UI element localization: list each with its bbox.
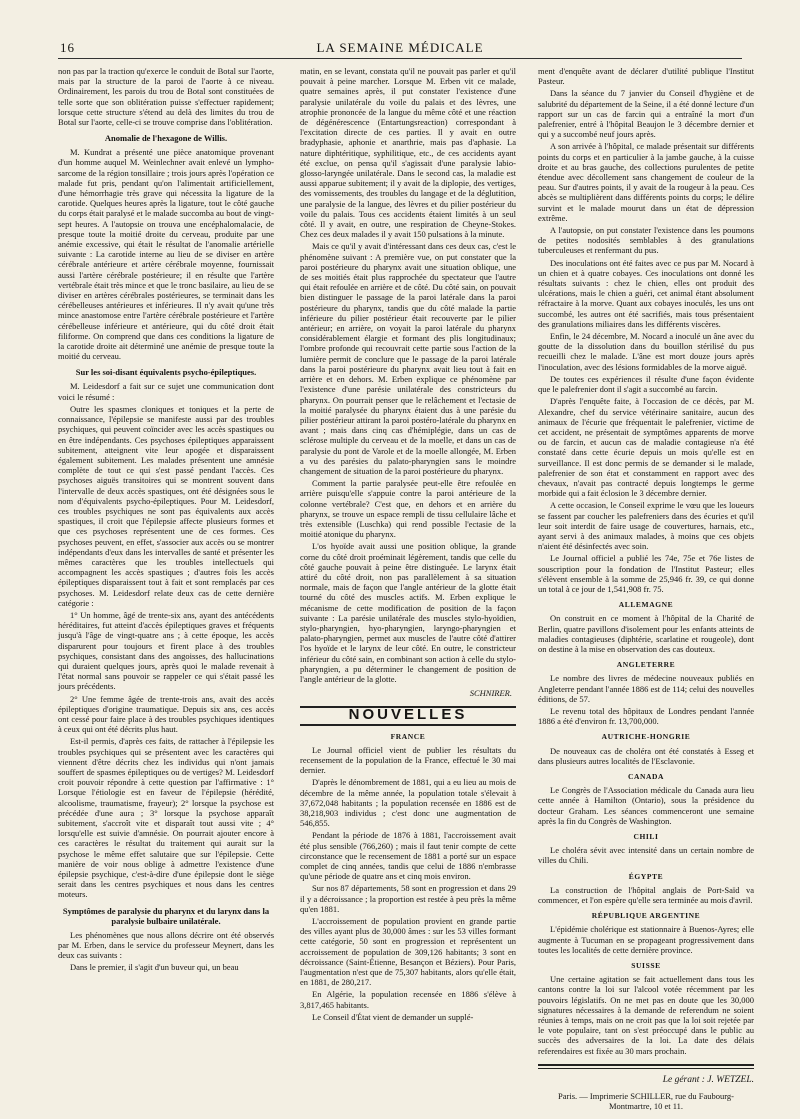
news-item: Le Conseil d'État vient de demander un supplé- bbox=[312, 1011, 474, 1022]
nouvelles-banner bbox=[300, 706, 516, 725]
column-middle bbox=[300, 66, 516, 1106]
paragraph: D'après le dénombrement de 1881, qui a eu lieu au mois de décembre de la même année, la population totale s'élevait à 37,672,048 habitants ; la population recensée en 1886 est de 38,218,903 individus ; c'est donc une augmentation de 546,855. bbox=[300, 777, 516, 829]
country-heading: ALLEMAGNE bbox=[618, 600, 674, 610]
section-heading: Anomalie de l'hexagone de Willis. bbox=[104, 133, 228, 144]
news-item: L'épidémie cholérique est stationnaire à Buenos-Ayres; elle augmente à Tucuman en se propageant progressivement dans toutes les localités de cette dernière province. bbox=[538, 924, 754, 955]
paragraph: ment d'enquête avant de déclarer d'utilité publique l'Institut Pasteur. bbox=[538, 66, 754, 87]
country-heading: ÉGYPTE bbox=[628, 871, 664, 881]
country-heading: CANADA bbox=[627, 772, 665, 781]
news-item: La construction de l'hôpital anglais de Port-Saïd va commencer, et l'on espère qu'elle sera terminée au mois d'avril. bbox=[538, 884, 754, 906]
author-signature: SCHNIRER. bbox=[469, 688, 512, 699]
paragraph: 1° Un homme, âgé de trente-six ans, ayant des antécédents héréditaires, fut atteint d'accès épileptiques graves et fréquents jusqu'à l'âge de vingt-quatre ans ; à cette époque, les accès disparurent pour toujours et firent place à des troubles psychiques, consistant dans des angoisses, des hallucinations qui duraient quelques jours, après quoi le malade revenait à l'état normal sans pouvoir se rappeler ce qui s'était passé les jours précédents. bbox=[58, 609, 274, 692]
page-number: 16 bbox=[60, 40, 75, 55]
paragraph: Outre les spasmes cloniques et toniques et la perte de connaissance, l'épilepsie se manifeste aussi par des troubles psychiques, qui peuvent coïncider avec les accès spastiques ou en être indépendants. Ces psychoses épileptiques apparaissent subitement, atteignent vite leur apogée et disparaissent également subitement. Les malades présentent une amnésie complète de tout ce qui s'est passé pendant l'accès. Ces psychoses aiguës transitoires qui se montrent souvent dans l'intervalle de deux accès spastiques, ont été désignées sous le nom d'équivalents psycho-épileptiques. Pour M. Leidesdorf, ces troubles psychiques ne sont pas équivalents aux accès spastiques, il croit que l'épilepsie affecte plusieurs formes et que ces psychoses représentent une de ces formes. Ces psychoses peuvent, en effet, s'associer aux accès ou se montrer indépendants d'eux dans les intervalles de santé et présenter les mêmes caractères que les troubles intellectuels qui accompagnent les accès spastiques ; d'autres fois les accès épileptiques disparaissent tout à fait et sont remplacés par ces psychoses. M. Leidesdorf relate deux cas de cette dernière catégorie : bbox=[58, 403, 274, 608]
country-heading: FRANCE bbox=[390, 731, 426, 741]
column-right bbox=[538, 66, 754, 1112]
country-heading: SUISSE bbox=[631, 961, 661, 971]
section-heading: Symptômes de paralysie du pharynx et du larynx dans la paralysie bulbaire unilatérale. bbox=[62, 905, 270, 926]
paragraph: L'accroissement de population provient en grande partie des villes ayant plus de 30,000 âmes : sur les 53 villes formant cette catégorie, 50 sont en progression et représentent un accroissement de population de 309,126 habitants; 3 sont en décroissance (Saint-Étienne, Besançon et Béziers). Pour Paris, l'augmentation n'est que de 75,307 habitants, alors qu'elle était, en 1881, de 280,217. bbox=[300, 916, 516, 988]
paragraph: Pendant la période de 1876 à 1881, l'accroissement avait été plus sensible (766,260) ; mais il faut tenir compte de cette circonstance que le recensement de 1881 a porté sur un espace complet de cinq années, tandis que celui de 1886 n'embrasse qu'une période de quatre ans et cinq mois environ. bbox=[300, 830, 516, 882]
paragraph: Dans le premier, il s'agit d'un buveur qui, un beau bbox=[70, 962, 239, 973]
paragraph: 2° Une femme âgée de trente-trois ans, avait des accès épileptiques d'origine traumatique. Depuis six ans, ces accès ont cessé pour faire place à des troubles psychiques identiques à ceux qui ont été décrits plus haut. bbox=[58, 693, 274, 735]
country-heading: AUTRICHE-HONGRIE bbox=[601, 732, 691, 742]
paragraph: non pas par la traction qu'exerce le conduit de Botal sur l'aorte, mais par la structure de la paroi de l'aorte à ce niveau. Ordinairement, les parois du trou de Botal sont constituées de telle sorte que son oblitération puisse s'effectuer rapidement; lorsque cette structure s'étend au delà des limites du trou de Botal sur l'aorte, celle-ci se trouve comprise dans l'oblitération. bbox=[58, 66, 274, 128]
paragraph: Comment la partie paralysée peut-elle être refoulée en arrière puisqu'elle s'appuie contre la paroi antérieure de la colonne vertébrale? C'est que, en dehors et en arrière du pharynx, se trouve un espace rempli de tissu cellulaire lâche et très extensible (Luschka) qui rend possible l'ectasie de la moitié atonique du pharynx. bbox=[300, 478, 516, 540]
paragraph: A son arrivée à l'hôpital, ce malade présentait sur différents points du corps et en particulier à la jambe gauche, à la cuisse droite et au bras gauche, des collections purulentes de petite étendue avec décollement sans changement de couleur de la peau. Sur d'autres points, il y avait de la rougeur à la peau. Ces abcès se multiplièrent dans différents points du corps; le délire survint et le malade mourut dans un état de dépression extrême. bbox=[538, 141, 754, 223]
news-item: Une certaine agitation se fait actuellement dans tous les cantons contre la loi sur l'alcool votée récemment par les pouvoirs législatifs. On ne met pas en doute que les 30,000 signatures nécessaires à la demande de referendum ne soient réunies à temps, mais on ne croit pas que la loi soit rejetée par le vote populaire, tant on s'est préoccupé dans le public au succès des adversaires de la loi. La date des délais referendaires est fixée au 30 mars prochain. bbox=[538, 974, 754, 1056]
gerant-line: Le gérant : J. WETZEL. bbox=[662, 1074, 754, 1085]
paragraph: A l'autopsie, on put constater l'existence dans les poumons de petites nodosités semblables à des granulations tuberculeuses et renfermant du pus. bbox=[538, 225, 754, 256]
news-item: Le Journal officiel a publié les 74e, 75e et 76e listes de souscription pour la fondation de l'Institut Pasteur; elles s'élèvent ensemble à la somme de 25,946 fr. 39, ce qui donne un total à ce jour de 1,541,908 fr. 75. bbox=[538, 553, 754, 594]
country-heading: ANGLETERRE bbox=[616, 660, 676, 670]
news-item: On construit en ce moment à l'hôpital de la Charité de Berlin, quatre pavillons d'isolement pour les enfants atteints de maladies contagieuses (diphtérie, scarlatine et rougeole), dont on destine à la mise en observation des cas douteux. bbox=[538, 613, 754, 654]
paragraph: A cette occasion, le Conseil exprime le vœu que les loueurs se fassent par coucher les palefreniers dans des écuries et qu'il leur soit interdit de faire usage de couvertures, harnais, etc., ayant servi à des animaux malades, à moins que ces objets n'aient été désinfectés avec soin. bbox=[538, 500, 754, 552]
news-item: Dans la séance du 7 janvier du Conseil d'hygiène et de salubrité du département de la Seine, il a été donné lecture d'un rapport sur un cas de farcin qui a entraîné la mort d'un palefrenier, entré à l'hôpital Beaujon le 3 décembre dernier et qui y a succombé neuf jours après. bbox=[538, 88, 754, 140]
country-heading: CHILI bbox=[633, 832, 659, 842]
column-left bbox=[58, 66, 274, 1106]
paragraph: Des inoculations ont été faites avec ce pus par M. Nocard à un chien et à quatre cobayes. Ces inoculations ont donné les résultats suivants : chez le chien, elles ont produit des ulcérations, mais le chien a guéri, cet animal étant absolument réfractaire à la morve. Quant aux cobayes inoculés, les uns ont succombé, les autres ont été sacrifiés, mais tous présentaient des granulations miliaires dans les différents viscères. bbox=[538, 257, 754, 329]
paragraph: Est-il permis, d'après ces faits, de rattacher à l'épilepsie les troubles psychiques qui se présentent avec les caractères qui viennent d'être décrits chez les individus qui n'ont jamais souffert de spasmes épileptiques ou de vertiges? M. Leidesdorf croit pouvoir répondre à cette question par l'affirmative : 1° Lorsque l'étiologie est en faveur de l'épilepsie (hérédité, alcoolisme, traumatisme, frayeur); 2° lorsque la psychose est précédée d'une aura ; 3° lorsque la psychose apparaît subitement, s'accroît vite et disparaît tout aussi vite ; 4° lorsqu'elle est suivie d'amnésie. On pourrait ajouter encore à ces caractères le résultat du traitement qui aurait sur la psychose le même effet salutaire que sur l'épilepsie. Cette manière de voir nous oblige à admettre l'existence d'une épilepsie psychique, c'est-à-dire d'une épilepsie dont le siège serait dans les centres psychiques et nous dans les centres moteurs. bbox=[58, 736, 274, 900]
footer-rule bbox=[538, 1064, 754, 1069]
paragraph: Enfin, le 24 décembre, M. Nocard a inoculé un âne avec du goutte de la dissolution dans du bouillon stérilisé du pus recueilli chez le malade. L'âne est mort douze jours après l'inoculation, avec des lésions formidables de la morve aiguë. bbox=[538, 331, 754, 372]
news-item: Le Congrès de l'Association médicale du Canada aura lieu cette année à Hamilton (Ontario), sous la présidence du docteur Graham. Les séances commenceront une semaine après la fin du Congrès de Washington. bbox=[538, 785, 754, 826]
header-rule bbox=[58, 58, 742, 59]
paragraph: En Algérie, la population recensée en 1886 s'élève à 3,817,465 habitants. bbox=[300, 989, 516, 1010]
paragraph: matin, en se levant, constata qu'il ne pouvait pas parler et qu'il pouvait à peine marcher. Lorsque M. Erben vit ce malade, quatre semaines après, il put constater l'existence d'une paralysie unilatérale du voile du palais et des lèvres, une atrophie prononcée de la langue du même côté et une réaction de dégénérescence (Entartungsreaction) correspondant à l'excitation directe de ces parties. Il y avait en outre bradyphasie, aphonie et anarthrie, mais pas d'aphasie. La nature diphtéritique, syphilitique, etc., de ces accidents ayant été exclue, on pensa qu'il s'agissait d'une paralysie labio-glosso-laryngée unilatérale. Dans le second cas, la maladie est aussi apparue subitement; il y avait de la diplopie, des vertiges, des vomissements, des troubles du langage et de la déglutition, une paralysie de la langue, des lèvres et du pilier postérieur du voile du palais. Tous ces accidents étaient limités à un seul côté. Il y avait, en outre, une respiration de Cheyne-Stokes. Chez ces deux malades il y avait 150 pulsations à la minute. bbox=[300, 66, 516, 240]
paragraph: De toutes ces expériences il résulte d'une façon évidente que le palefrenier dont il s'agit a succombé au farcin. bbox=[538, 373, 754, 395]
country-heading: RÉPUBLIQUE ARGENTINE bbox=[591, 911, 701, 921]
paragraph: Les phénomènes que nous allons décrire ont été observés par M. Erben, dans le service du professeur Meynert, dans les deux cas suivants : bbox=[58, 929, 274, 961]
news-item: Le revenu total des hôpitaux de Londres pendant l'année 1886 a été d'environ fr. 13,700,000. bbox=[538, 705, 754, 727]
news-item: Le nombre des livres de médecine nouveaux publiés en Angleterre pendant l'année 1886 est de 114; celui des nouvelles éditions, de 57. bbox=[538, 673, 754, 704]
paragraph: L'os hyoïde avait aussi une position oblique, la grande corne du côté droit proéminait légèrement, tandis que celle du côté gauche pouvait à peine être distinguée. Le larynx était attiré du côté droit, non pas parallèlement à sa situation normale, mais de façon que l'angle antérieur de la glotte était tourné du côté des muscles actifs. M. Erben explique le mécanisme de cette modification de position de la façon suivante : La parésie unilatérale des muscles stylo-hyoïdien, stylo-pharyngien, hyo-pharyngien, laryngo-pharyngien et palato-pharyngien, permet aux muscles de l'autre côté d'attirer l'os hyoïde et le larynx de leur côté. En outre, le constricteur inférieur du côté sain, en combinant son action à celle du stylo-pharyngien, a pu déterminer le changement de position de l'angle antérieur de la glotte. bbox=[300, 541, 516, 684]
paragraph: Mais ce qu'il y avait d'intéressant dans ces deux cas, c'est le phénomène suivant : A première vue, on put constater que la paroi postérieure du pharynx avait une situation oblique, une de ses moitiés était plus rapprochée du spectateur que l'autre qui était refoulée en arrière et de côté. Du côté sain, on pouvait bien distinguer le passage de la paroi latérale dans la paroi postérieure du pharynx, tandis que du côté malade la partie inférieure du pilier postérieur était recouverte par le pilier antérieur; en arrière, on voyait la paroi latérale du pharynx considérablement élargie et formant des plis longitudinaux; l'ombre profonde qui recouvrait cette partie sous l'action de la lumière permit de conclure que le passage de la paroi latérale dans la paroi postérieure du pharynx avait lieu tout à fait en arrière et en dehors. M. Erben explique ce phénomène par l'existence d'une parésie unilatérale des constricteurs du pharynx. On pourrait penser que le relâchement et l'ectasie de la moitié paralysée du pharynx étaient dus à une parésie du pilier postérieur attirant la paroi postéro-latérale du pharynx en avant ; mais dans cinq cas d'hémiplégie, dans un cas de sclérose multiple du cerveau et de la moelle, et dans un cas de paralysie du pont de Varole et de la moelle allongée, M. Erben a vu des parésies du palato-pharyngien sans le moindre changement de situation de la paroi postérieure du pharynx. bbox=[300, 241, 516, 476]
news-item: De nouveaux cas de choléra ont été constatés à Esseg et dans plusieurs autres localités de l'Esclavonie. bbox=[538, 745, 754, 766]
paragraph: M. Leidesdorf a fait sur ce sujet une communication dont voici le résumé : bbox=[58, 381, 274, 402]
paragraph: D'après l'enquête faite, à l'occasion de ce décès, par M. Alexandre, chef du service vétérinaire sanitaire, aucun des animaux de l'écurie que fréquentait le palefrenier, victime de cet accident, ne présentait de symptômes apparents de morve ou de farcin, et aucun cas de maladie contagieuse n'a été constaté dans cette écurie depuis un mois qu'elle est en surveillance. Il est donc permis de se demander si le malade, palefrenier de son état et constamment en rapport avec des chevaux, n'avait pas contracté depuis longtemps le germe morbide qui a fait éclosion le 3 décembre dernier. bbox=[538, 396, 754, 499]
imprint-line: Paris. — Imprimerie SCHILLER, rue du Faubourg-Montmartre, 10 et 11. bbox=[558, 1091, 734, 1112]
journal-title: LA SEMAINE MÉDICALE bbox=[316, 40, 484, 55]
news-item: Le choléra sévit avec intensité dans un certain nombre de villes du Chili. bbox=[538, 845, 754, 866]
paragraph: M. Kundrat a présenté une pièce anatomique provenant d'un homme auquel M. Weinlechner avait enlevé un lympho-sarcome de la région tonsillaire ; trois jours après l'opération ce malade fut pris, pendant qu'on l'alimentait artificiellement, d'une hémorrhagie très grave qui nécessita la ligature de la carotide. Quelques heures après la ligature, tout le côté gauche du corps était paralysé et le malade succomba au bout de vingt-sept heures. A l'autopsie on trouva une encéphalomalacie, de presque toute la moitié droite du cerveau, produite par une anémie excessive, qui était le résultat de l'anomalie artérielle suivante : La carotide interne au lieu de se diviser en artère cérébrale antérieure et artère cérébrale moyenne, fournissait aussi l'artère cérébrale postérieure; il en résulte que l'artère vertébrale était très mince et que le tronc basilaire, au lieu de se diviser en artères cérébrales postérieures, se terminait dans les cérébelleuses antérieures et inférieures. Il n'y avait qu'une très mince anastomose entre l'artère cérébrale postérieure et l'artère cérébelleuse inférieure et antérieure, qui du côté droit était filiforme. On comprend que dans ces conditions la ligature de la carotide droite ait déterminé une anémie de presque toute la moitié du cerveau. bbox=[58, 147, 274, 362]
section-heading: Sur les soi-disant équivalents psycho-épileptiques. bbox=[75, 367, 257, 378]
news-item: Le Journal officiel vient de publier les résultats du recensement de la population de la France, effectué le 30 mai dernier. bbox=[300, 744, 516, 776]
nouvelles-title: NOUVELLES bbox=[348, 706, 468, 724]
page-header bbox=[58, 40, 742, 62]
paragraph: Sur nos 87 départements, 58 sont en progression et dans 29 il y a décroissance ; la proportion est restée à peu près la même qu'en 1881. bbox=[300, 883, 516, 914]
